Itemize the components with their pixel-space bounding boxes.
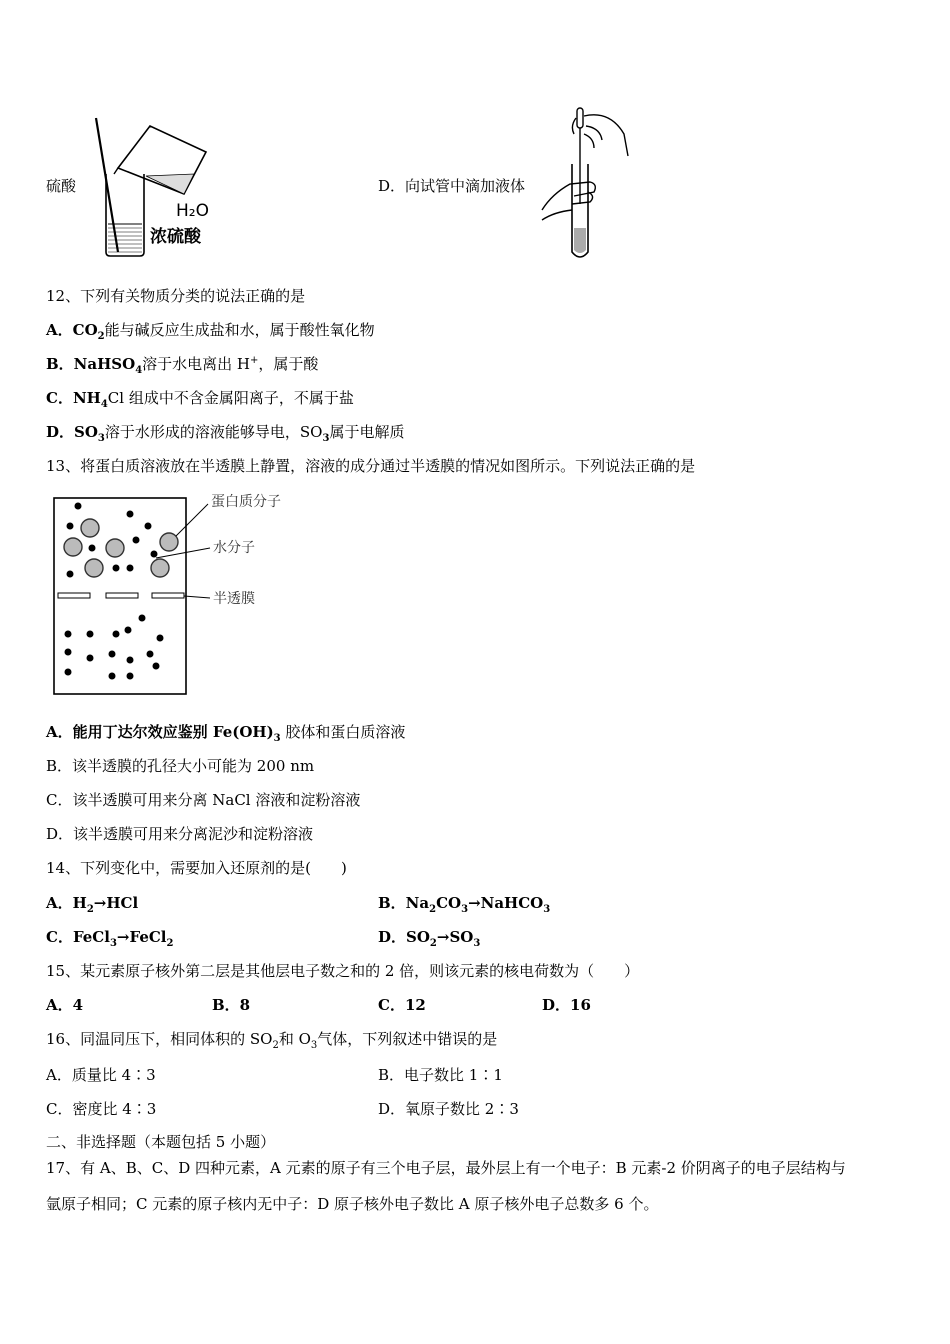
q15-option-b: B．8 xyxy=(212,996,251,1014)
q12-b-sup: + xyxy=(250,355,259,366)
q12-d-pre: D．SO xyxy=(46,423,98,441)
q12-b-mid: 溶于水电离出 H xyxy=(142,355,251,373)
q14-b-sub1: 2 xyxy=(429,904,437,915)
label-membrane: 半透膜 xyxy=(213,591,255,607)
water-molecule xyxy=(127,657,134,664)
q13-a-sub: 3 xyxy=(273,733,281,744)
q16-option-b: B．电子数比 1∶1 xyxy=(378,1066,503,1084)
water-molecule xyxy=(113,631,120,638)
q14-c-pre: C．FeCl xyxy=(46,928,110,946)
water-molecule xyxy=(67,571,74,578)
figure-dilute-acid xyxy=(88,112,238,262)
water-molecule xyxy=(75,503,82,510)
protein-molecule xyxy=(151,559,169,577)
q12-d-mid: 溶于水形成的溶液能够导电，SO xyxy=(104,423,323,441)
q16-stem xyxy=(46,1029,497,1049)
water-molecule xyxy=(127,673,134,680)
q12-option-d xyxy=(46,422,404,442)
q14-b-sub2: 3 xyxy=(461,904,469,915)
q14-option-a xyxy=(46,893,138,913)
water-molecule xyxy=(153,663,160,670)
q15-option-c: C．12 xyxy=(378,996,426,1014)
q12-b-pre: B．NaHSO xyxy=(46,355,136,373)
q13-a-post: 胶体和蛋白质溶液 xyxy=(280,723,406,741)
q12-option-b xyxy=(46,354,318,374)
q13-option-b: B．该半透膜的孔径大小可能为 200 nm xyxy=(46,757,315,775)
figure-dropper-test-tube xyxy=(540,104,632,264)
protein-molecule xyxy=(160,533,178,551)
membrane-segment xyxy=(58,593,90,598)
q13-stem: 13、将蛋白质溶液放在半透膜上静置，溶液的成分通过半透膜的情况如图所示。下列说法正确的是 xyxy=(46,457,696,475)
q12-stem: 12、下列有关物质分类的说法正确的是 xyxy=(46,287,306,305)
q12-b-post: ，属于酸 xyxy=(258,355,319,373)
water-molecule xyxy=(109,651,116,658)
q15-option-d: D．16 xyxy=(542,996,591,1014)
q14-d-mid: →SO xyxy=(436,928,474,946)
q16-stem-pre: 16、同温同压下，相同体积的 SO xyxy=(46,1030,273,1048)
q12-c-post: Cl 组成中不含金属阳离子，不属于盐 xyxy=(107,389,354,407)
water-molecule xyxy=(65,631,72,638)
water-molecule xyxy=(65,649,72,656)
water-molecule xyxy=(127,565,134,572)
q14-c-sub1: 3 xyxy=(109,938,117,949)
option-c-tail: 硫酸 xyxy=(46,177,77,195)
q14-d-sub1: 2 xyxy=(429,938,437,949)
figure-semipermeable-membrane xyxy=(48,488,298,698)
q14-stem: 14、下列变化中，需要加入还原剂的是( ) xyxy=(46,859,347,877)
q14-option-c xyxy=(46,927,173,947)
q13-option-a xyxy=(46,722,405,742)
water-molecule xyxy=(125,627,132,634)
q16-stem-sub2: 3 xyxy=(310,1040,318,1051)
q13-a-pre: A．能用丁达尔效应鉴别 Fe(OH) xyxy=(46,723,274,741)
q12-b-sub: 4 xyxy=(135,365,143,376)
q12-a-pre: A．CO xyxy=(46,321,98,339)
q14-option-b xyxy=(378,893,550,913)
q16-stem-post: 气体，下列叙述中错误的是 xyxy=(317,1030,498,1048)
water-molecule xyxy=(145,523,152,530)
q12-c-pre: C．NH xyxy=(46,389,101,407)
q12-a-sub: 2 xyxy=(97,331,105,342)
q14-c-sub2: 2 xyxy=(166,938,174,949)
q14-b-sub3: 3 xyxy=(543,904,551,915)
q14-b-pre: B．Na xyxy=(378,894,430,912)
water-molecule xyxy=(109,673,116,680)
q16-option-d: D．氧原子数比 2∶3 xyxy=(378,1100,519,1118)
water-molecule xyxy=(127,511,134,518)
q14-b-post: →NaHCO xyxy=(468,894,544,912)
membrane-segment xyxy=(152,593,184,598)
q17-line-1: 17、有 A、B、C、D 四种元素，A 元素的原子有三个电子层，最外层上有一个电子：B 元素-2 价阴离子的电子层结构与 xyxy=(46,1159,846,1177)
q14-d-sub2: 3 xyxy=(473,938,481,949)
water-molecule xyxy=(157,635,164,642)
fig-conc-acid-label: 浓硫酸 xyxy=(150,227,201,247)
water-molecule xyxy=(133,537,140,544)
q14-b-mid1: CO xyxy=(436,894,462,912)
label-water: 水分子 xyxy=(213,540,255,556)
water-molecule xyxy=(151,551,158,558)
water-molecule xyxy=(89,545,96,552)
section-heading: 二、非选择题（本题包括 5 小题） xyxy=(46,1133,276,1151)
q15-option-a: A．4 xyxy=(46,996,84,1014)
protein-molecule xyxy=(81,519,99,537)
protein-molecule xyxy=(64,538,82,556)
fig-h2o-label: H₂O xyxy=(176,201,209,221)
q16-stem-sub1: 2 xyxy=(272,1040,279,1051)
q14-a-post: →HCl xyxy=(93,894,139,912)
option-d-label: D．向试管中滴加液体 xyxy=(378,177,526,195)
q14-a-sub: 2 xyxy=(86,904,94,915)
q14-option-d xyxy=(378,927,480,947)
q12-d-sub1: 3 xyxy=(97,433,105,444)
water-molecule xyxy=(65,669,72,676)
q17-line-2: 氩原子相同；C 元素的原子核内无中子：D 原子核外电子数比 A 原子核外电子总数多 6 个。 xyxy=(46,1195,659,1213)
protein-molecule xyxy=(85,559,103,577)
label-protein: 蛋白质分子 xyxy=(211,494,281,510)
water-molecule xyxy=(87,655,94,662)
q12-option-a xyxy=(46,320,375,340)
water-molecule xyxy=(147,651,154,658)
q16-option-c: C．密度比 4∶3 xyxy=(46,1100,157,1118)
water-molecule xyxy=(113,565,120,572)
q12-option-c xyxy=(46,388,354,408)
q12-d-sub2: 3 xyxy=(322,433,330,444)
water-molecule xyxy=(139,615,146,622)
q12-d-post: 属于电解质 xyxy=(329,423,405,441)
q14-a-pre: A．H xyxy=(46,894,87,912)
q12-a-post: 能与碱反应生成盐和水，属于酸性氧化物 xyxy=(104,321,375,339)
q12-c-sub: 4 xyxy=(100,399,108,410)
water-molecule xyxy=(67,523,74,530)
q13-option-c: C．该半透膜可用来分离 NaCl 溶液和淀粉溶液 xyxy=(46,791,361,809)
q14-c-mid: →FeCl xyxy=(116,928,167,946)
q15-stem: 15、某元素原子核外第二层是其他层电子数之和的 2 倍，则该元素的核电荷数为（ ） xyxy=(46,962,640,980)
membrane-segment xyxy=(106,593,138,598)
q13-option-d: D．该半透膜可用来分离泥沙和淀粉溶液 xyxy=(46,825,314,843)
q16-option-a: A．质量比 4∶3 xyxy=(46,1066,156,1084)
water-molecule xyxy=(87,631,94,638)
q14-d-pre: D．SO xyxy=(378,928,430,946)
q16-stem-mid: 和 O xyxy=(278,1030,311,1048)
protein-molecule xyxy=(106,539,124,557)
